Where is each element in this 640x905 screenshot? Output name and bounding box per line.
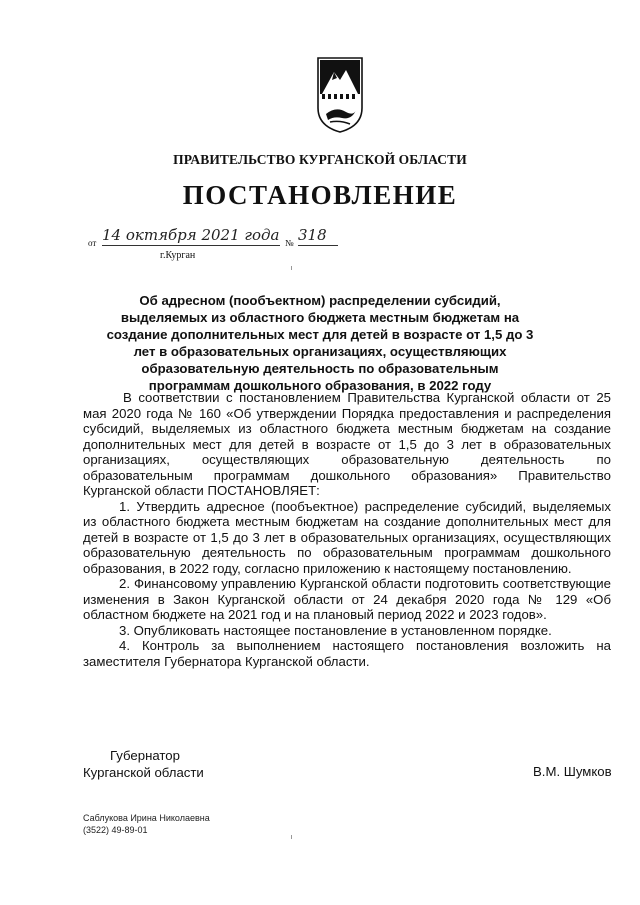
executor-phone: (3522) 49-89-01: [83, 825, 148, 835]
item-2: 2. Финансовому управлению Курганской области подготовить соответствующие изменения в Закон Курганской области от 24 декабря 2020 года № 129 «Об областном бюджете на 2021 год и на плановый период 2022 и 2023 годов».: [83, 576, 611, 622]
position-line-2: Курганской области: [83, 765, 204, 780]
fold-mark: [291, 835, 292, 839]
intro-paragraph: В соответствии с постановлением Правительства Курганской области от 25 мая 2020 года № 160 «Об утверждении Порядка предоставления и распределения субсидий, выделяемых из областного бюджета местным бюджетам на создание дополнительных мест для детей в возрасте от 1,5 до 3 лет в образовательных организациях, осуществляющих образовательную деятельность по образовательным программам дошкольного образования» Правительство Курганской области ПОСТАНОВЛЯЕТ:: [83, 390, 611, 498]
document-meta: [88, 226, 388, 266]
item-4: 4. Контроль за выполнением настоящего постановления возложить на заместителя Губернатора Курганской области.: [83, 638, 611, 669]
coat-of-arms-emblem: [316, 56, 364, 134]
document-number: 318: [298, 226, 338, 246]
document-city: г.Курган: [160, 250, 196, 261]
executor-info: [83, 812, 210, 836]
item-3: 3. Опубликовать настоящее постановление в установленном порядке.: [119, 622, 552, 638]
document-type: ПОСТАНОВЛЕНИЕ: [182, 180, 458, 210]
executor-name: Саблукова Ирина Николаевна: [83, 813, 210, 823]
document-date: 14 октября 2021 года: [102, 226, 280, 244]
position-line-1: Губернатор: [110, 748, 180, 763]
signatory-position: [83, 747, 204, 781]
date-prefix: от: [88, 238, 97, 248]
item-1: 1. Утвердить адресное (пообъектное) распределение субсидий, выделяемых из областного бюджета местным бюджетам на создание дополнительных мест для детей в возрасте от 1,5 до 3 лет в образовательных организациях, осуществляющих образовательную деятельность по образовательным программам дошкольного образования, в 2022 году, согласно приложению к настоящему постановлению.: [83, 498, 611, 576]
document-title: Об адресном (пообъектном) распределении субсидий, выделяемых из областного бюджета местным бюджетам на создание дополнительных мест для детей в возрасте от 1,5 до 3 лет в образовательных организациях, осуществляющих образовательную деятельность по образовательным программам дошкольного образования, в 2022 году: [106, 293, 534, 393]
number-prefix: №: [285, 238, 294, 248]
government-name: ПРАВИТЕЛЬСТВО КУРГАНСКОЙ ОБЛАСТИ: [173, 152, 467, 167]
fold-mark: [291, 266, 292, 270]
document-body: [83, 390, 611, 669]
signatory-name: В.М. Шумков: [533, 764, 612, 779]
